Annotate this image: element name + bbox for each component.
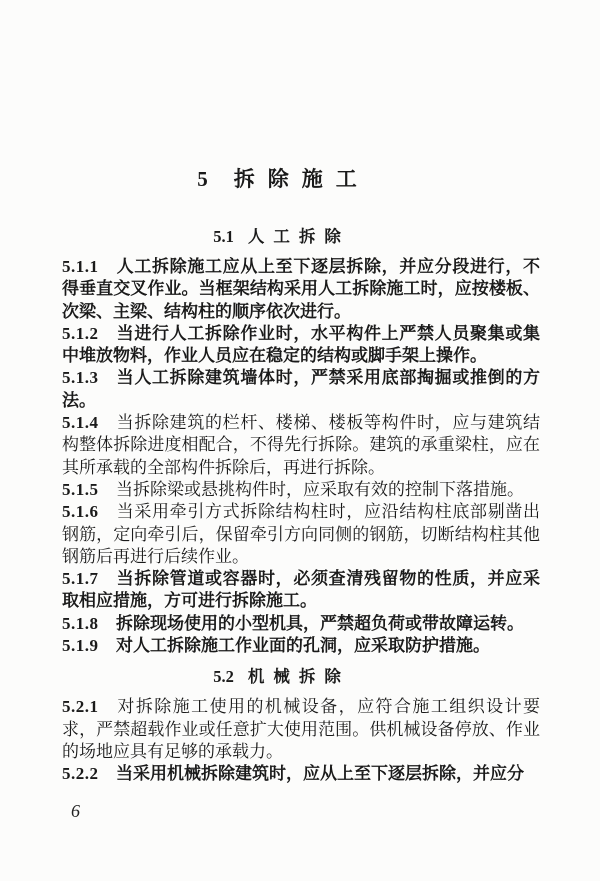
clause-text: 当进行人工拆除作业时，水平构件上严禁人员聚集或集中堆放物料，作业人员应在稳定的结构或脚手架上操作。: [62, 323, 540, 366]
clause-number: 5.1.3: [62, 368, 99, 388]
clause-number: 5.1.5: [62, 479, 99, 499]
clause-number: 5.1.8: [62, 613, 99, 633]
clause-5-1-5: [62, 479, 540, 501]
section-title-text: 人工拆除: [247, 227, 350, 246]
clause-5-1-1: [62, 256, 540, 323]
clause-number: 5.1.9: [62, 636, 99, 656]
section-number: 5.1: [213, 227, 234, 246]
clause-list: [62, 256, 540, 657]
clause-text: 当拆除建筑的栏杆、楼梯、楼板等构件时，应与建筑结构整体拆除进度相配合，不得先行拆除。建筑的承重梁柱，应在其所承载的全部构件拆除后，再进行拆除。: [62, 413, 540, 477]
clause-number: 5.1.7: [62, 569, 99, 589]
chapter-title-text: 拆除施工: [233, 167, 370, 191]
page-number: 6: [71, 801, 80, 821]
section-mechanical-demolition: [62, 665, 540, 785]
clause-5-2-1: [62, 696, 540, 763]
section-5-1-heading: [62, 225, 540, 248]
clause-number: 5.1.4: [62, 413, 99, 433]
clause-text: 当拆除梁或悬挑构件时，应采取有效的控制下落措施。: [116, 479, 524, 499]
section-manual-demolition: [62, 225, 540, 657]
section-title-text: 机械拆除: [247, 667, 350, 687]
clause-text: 对人工拆除施工作业面的孔洞，应采取防护措施。: [116, 636, 490, 656]
clause-text: 对拆除施工使用的机械设备，应符合施工组织设计要求，严禁超载作业或任意扩大使用范围。供机械设备停放、作业的场地应具有足够的承载力。: [62, 697, 540, 761]
clause-5-1-2: [62, 323, 540, 368]
clause-5-1-7: [62, 568, 540, 613]
clause-number: 5.2.1: [62, 697, 99, 717]
clause-5-1-8: [62, 613, 540, 635]
clause-5-1-6: [62, 501, 540, 568]
section-5-2-heading: [62, 665, 540, 688]
clause-list: [62, 696, 540, 785]
clause-text: 当采用机械拆除建筑时，应从上至下逐层拆除，并应分: [116, 764, 524, 784]
page-content: [62, 0, 540, 786]
clause-text: 当采用牵引方式拆除结构柱时，应沿结构柱底部剔凿出钢筋，定向牵引后，保留牵引方向同侧的钢筋，切断结构柱其他钢筋后再进行后续作业。: [62, 502, 540, 566]
chapter-number: 5: [197, 167, 208, 191]
clause-5-1-4: [62, 412, 540, 479]
clause-text: 当拆除管道或容器时，必须查清残留物的性质，并应采取相应措施，方可进行拆除施工。: [62, 569, 540, 611]
clause-text: 人工拆除施工应从上至下逐层拆除，并应分段进行，不得垂直交叉作业。当框架结构采用人工拆除施工时，应按楼板、次梁、主梁、结构柱的顺序依次进行。: [62, 257, 540, 321]
clause-5-2-2: [62, 763, 540, 785]
clause-text: 当人工拆除建筑墙体时，严禁采用底部掏掘或推倒的方法。: [62, 368, 540, 410]
clause-text: 拆除现场使用的小型机具，严禁超负荷或带故障运转。: [116, 613, 524, 633]
clause-number: 5.1.2: [62, 323, 99, 343]
chapter-title: [62, 166, 540, 192]
clause-5-1-9: [62, 635, 540, 657]
section-number: 5.2: [213, 667, 234, 687]
clause-number: 5.2.2: [62, 764, 99, 784]
clause-number: 5.1.1: [62, 257, 99, 276]
clause-5-1-3: [62, 367, 540, 412]
clause-number: 5.1.6: [62, 502, 99, 522]
